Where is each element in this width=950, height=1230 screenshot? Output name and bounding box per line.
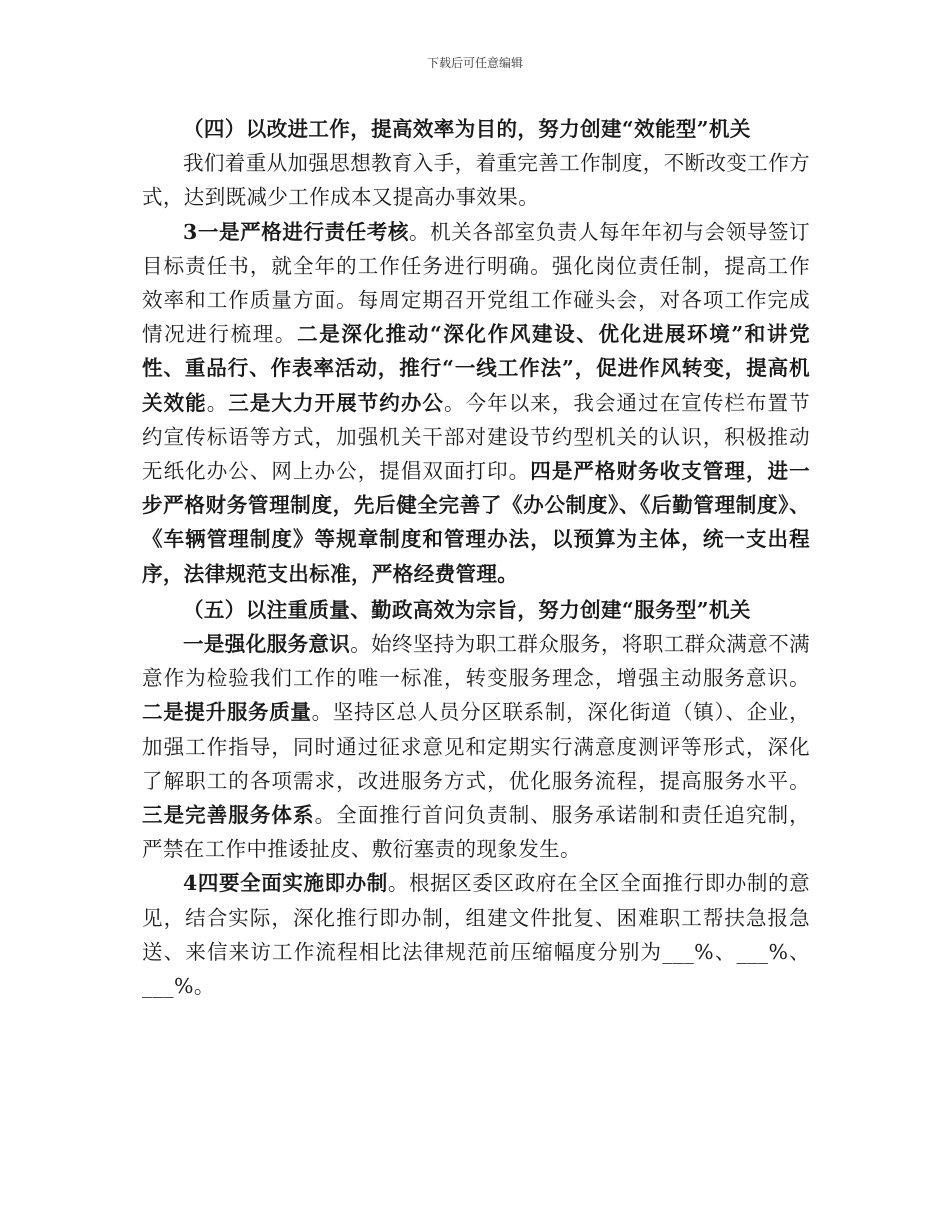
text-run: 我们着重从加强思想教育入手，着重完善工作制度，不断改变工作方式，达到既减少工作成本又提高办事效果。 <box>142 151 810 210</box>
text-run: 。始终坚持为职工群众服务，将职工群众满意不满意作为检验我们工作的唯一标准，转变服务理念，增强主动服务意识。 <box>142 632 811 691</box>
text-run: 。根据区委区政府在全区全面推行即办制的意见，结合实际，深化推行即办制，组建文件批复、困难职工帮扶急报急送、来信来访工作流程相比法律规范前压缩幅度分别为___%、___%、___%。 <box>142 871 811 999</box>
bold-text: 二是深化推动“深化作风建设、优化进展环境”和讲党性、重品行、作表率活动，推行“一线工作法”，促进作风转变，提高机关效能 <box>142 322 810 415</box>
bold-text: 一是强化服务意识 <box>183 632 351 657</box>
body-paragraph <box>142 215 810 591</box>
bold-text: 三是大力开展节约办公 <box>228 390 444 415</box>
bold-text: 3一是严格进行责任考核 <box>183 219 410 244</box>
body-paragraph <box>142 146 810 214</box>
bold-text: 二是提升服务质量 <box>142 700 312 725</box>
body-paragraph <box>142 627 810 866</box>
text-run: 。今年以来，我会通过在宣传栏布置节约宣传标语等方式，加强机关干部对建设节约型机关的认识，积极推动无纸化办公、网上办公，提倡双面打印。 <box>142 390 811 484</box>
bold-text: 4四要全面实施即办制 <box>183 871 388 896</box>
document-body <box>142 110 810 1003</box>
text-run: 。全面推行首问负责制、服务承诺制和责任追究制，严禁在工作中推诿扯皮、敷衍塞责的现象发生。 <box>142 803 810 862</box>
bold-text: 四是严格财务收支管理，进一步严格财务管理制度，先后健全完善了《办公制度》、《后勤管理制度》、《车辆管理制度》等规章制度和管理办法，以预算为主体，统一支出程序，法律规范支出标准，严格经费管理。 <box>142 459 811 586</box>
page-header: 下载后可任意编辑 <box>426 56 523 70</box>
section-heading: （五）以注重质量、勤政高效为宗旨，努力创建“服务型”机关 <box>183 597 751 622</box>
text-run: 。 <box>206 390 229 415</box>
bold-text: 三是完善服务体系 <box>142 803 315 828</box>
text-run: 。坚持区总人员分区联系制，深化街道（镇）、企业，加强工作指导，同时通过征求意见和定期实行满意度测评等形式，深化了解职工的各项需求，改进服务方式，优化服务流程，提高服务水平。 <box>142 700 810 793</box>
section-heading: （四）以改进工作，提高效率为目的，努力创建“效能型”机关 <box>183 117 751 141</box>
body-paragraph <box>142 866 810 1003</box>
text-run: 。机关各部室负责人每年年初与会领导签订目标责任书，就全年的工作任务进行明确。强化岗位责任制，提高工作效率和工作质量方面。每周定期召开党组工作碰头会，对各项工作完成情况进行梳理。 <box>142 219 810 347</box>
